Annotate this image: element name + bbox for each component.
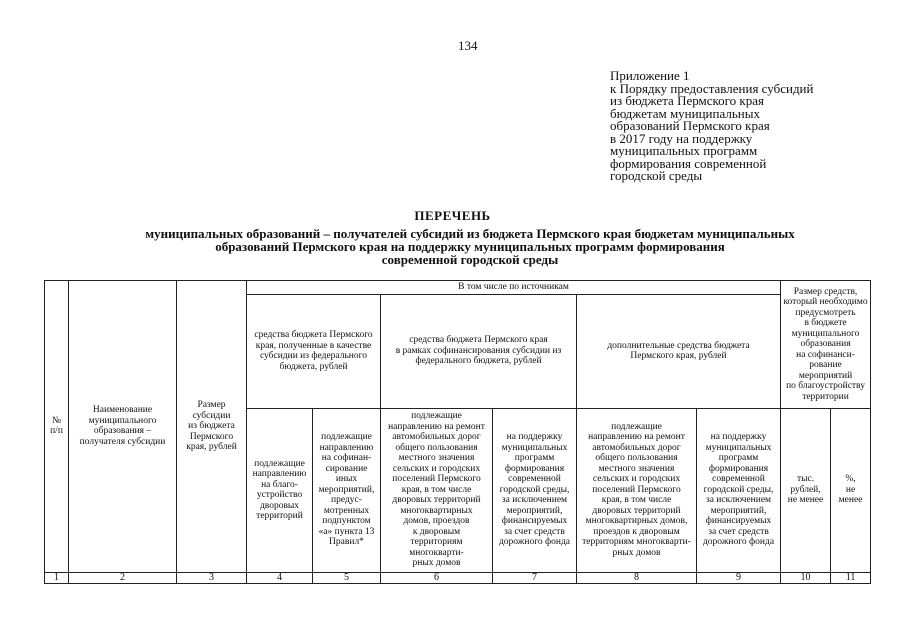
appendix-note: Приложение 1 к Порядку предоставления субсидий из бюджета Пермского края бюджетам муниципальных образований Пермского края в 2017 году на поддержку муниципальных программ формирования современной городской среды xyxy=(610,68,814,183)
header-col-4: подлежащие направлению на благо- устройство дворовых территорий xyxy=(247,408,313,572)
header-municipal-cofinancing: Размер средств, который необходимо предусмотреть в бюджете муниципального образования на софинанси- рование мероприятий по благоустройству территории xyxy=(781,281,871,409)
document-title: ПЕРЕЧЕНЬ xyxy=(414,208,491,223)
document-subtitle: муниципальных образований – получателей субсидий из бюджета Пермского края бюджетам муниципальных образований Пермского края на поддержку муниципальных программ формирования современной городской среды xyxy=(145,226,795,267)
column-number: 4 xyxy=(247,572,313,584)
column-number: 2 xyxy=(69,572,177,584)
column-number: 7 xyxy=(493,572,577,584)
header-col-6: подлежащие направлению на ремонт автомобильных дорог общего пользования местного значения сельских и городских поселений Пермского края, в том числе дворовых территорий многоквартирных домов, проездов к дворовым территориям многокварти- рных домов xyxy=(381,408,493,572)
column-number: 8 xyxy=(577,572,697,584)
header-sources: В том числе по источникам xyxy=(247,281,781,295)
column-number: 11 xyxy=(831,572,871,584)
header-col-7: на поддержку муниципальных программ формирования современной городской среды, за исключением мероприятий, финансируемых за счет средств дорожного фонда xyxy=(493,408,577,572)
header-col-11: %, не менее xyxy=(831,408,871,572)
column-number: 1 xyxy=(45,572,69,584)
page-number: 134 xyxy=(458,38,478,53)
header-regional-cofinancing-funds: средства бюджета Пермского края в рамках софинансирования субсидии из федерального бюджета, рублей xyxy=(381,294,577,408)
header-col-9: на поддержку муниципальных программ формирования современной городской среды, за исключением мероприятий, финансируемых за счет средств дорожного фонда xyxy=(697,408,781,572)
header-col-10: тыс. рублей, не менее xyxy=(781,408,831,572)
header-federal-subsidy-funds: средства бюджета Пермского края, полученные в качестве субсидии из федерального бюджета, рублей xyxy=(247,294,381,408)
header-subsidy-size: Размер субсидии из бюджета Пермского края, рублей xyxy=(177,281,247,573)
header-additional-funds: дополнительные средства бюджета Пермского края, рублей xyxy=(577,294,781,408)
column-number: 3 xyxy=(177,572,247,584)
column-number: 5 xyxy=(313,572,381,584)
column-number: 10 xyxy=(781,572,831,584)
header-col-8: подлежащие направлению на ремонт автомобильных дорог общего пользования местного значения сельских и городских поселений Пермского края, в том числе дворовых территорий многоквартирных домов, проездов к дворовым территориям многокварти- рных домов xyxy=(577,408,697,572)
header-col-5: подлежащие направлению на софинан- сирование иных мероприятий, предус- мотренных подпунктом «а» пункта 13 Правил* xyxy=(313,408,381,572)
header-row-number: № п/п xyxy=(45,281,69,573)
column-number: 9 xyxy=(697,572,781,584)
header-municipality-name: Наименование муниципального образования – получателя субсидии xyxy=(69,281,177,573)
allocation-table xyxy=(44,280,871,584)
column-number: 6 xyxy=(381,572,493,584)
